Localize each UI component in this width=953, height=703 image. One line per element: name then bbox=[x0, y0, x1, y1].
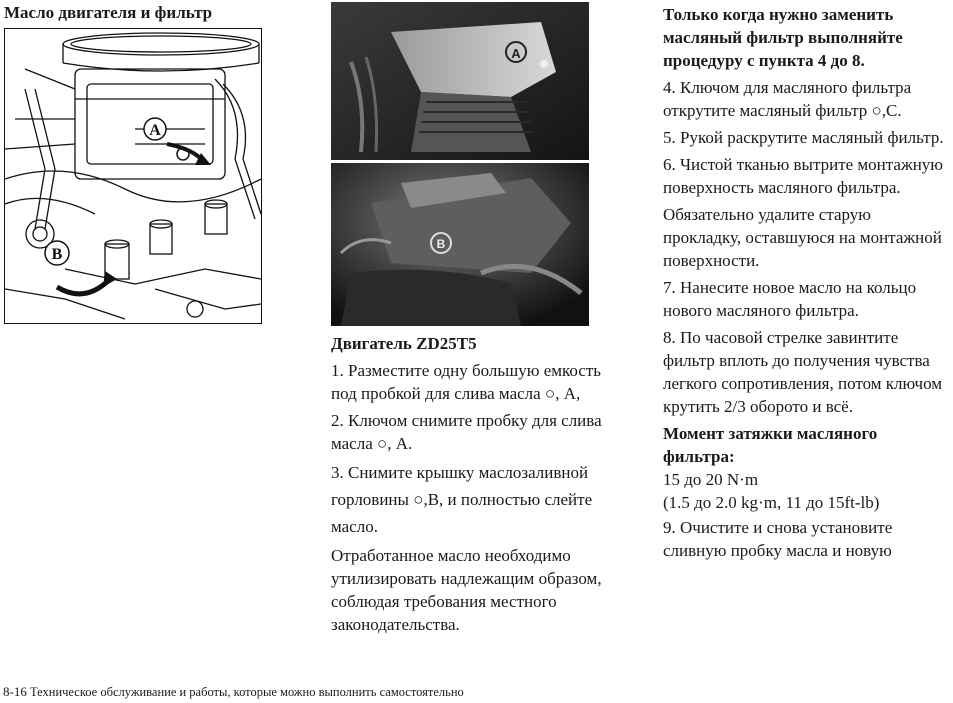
engine-line-drawing bbox=[5, 29, 261, 323]
page-number: 8-16 bbox=[3, 684, 27, 699]
step-paragraph: 4. Ключом для масляного фильтра открутите масляный фильтр ○,C. bbox=[663, 78, 912, 120]
section-title: Масло двигателя и фильтр bbox=[4, 3, 213, 22]
torque-value: 15 до 20 N·m bbox=[663, 470, 759, 489]
callout-b: B bbox=[51, 246, 63, 263]
step-paragraph: 5. Рукой раскрутите масляный фильтр. bbox=[663, 128, 944, 147]
torque-value-alt-units: (1.5 до 2.0 kg·m, 11 до 15ft-lb) bbox=[663, 493, 880, 512]
step-paragraph: 3. Снимите крышку маслозаливной горловины ○,B, и полностью слейте масло. bbox=[331, 463, 593, 536]
note-paragraph: Обязательно удалите старую прокладку, оставшуюся на монтажной поверхности. bbox=[663, 205, 942, 270]
engine-photo-bottom bbox=[331, 163, 589, 326]
photo-callout-b: B bbox=[436, 237, 446, 251]
step-paragraph: 1. Разместите одну большую емкость под пробкой для слива масла ○, A, bbox=[331, 361, 602, 403]
note-paragraph: Отработанное масло необходимо утилизировать надлежащим образом, соблюдая требования местного законодательства. bbox=[331, 546, 602, 634]
torque-heading: Момент затяжки масляного фильтра: bbox=[663, 424, 878, 466]
step-paragraph: 7. Нанесите новое масло на кольцо нового масляного фильтра. bbox=[663, 278, 917, 320]
middle-text-column bbox=[331, 332, 631, 640]
page-footer bbox=[3, 684, 464, 700]
step-paragraph: 9. Очистите и снова установите сливную пробку масла и новую bbox=[663, 518, 893, 560]
procedure-heading: Только когда нужно заменить масляный фильтр выполняйте процедуру с пункта 4 до 8. bbox=[663, 5, 903, 70]
footer-text: Техническое обслуживание и работы, которые можно выполнить самостоятельно bbox=[29, 685, 464, 699]
right-text-column bbox=[663, 3, 951, 566]
step-paragraph: 6. Чистой тканью вытрите монтажную поверхность масляного фильтра. bbox=[663, 155, 944, 197]
engine-heading: Двигатель ZD25T5 bbox=[331, 334, 477, 353]
callout-a: A bbox=[149, 122, 161, 139]
engine-photo-top bbox=[331, 2, 589, 160]
photo-callout-a: A bbox=[511, 46, 521, 61]
step-paragraph: 2. Ключом снимите пробку для слива масла ○, A. bbox=[331, 411, 602, 453]
step-paragraph: 8. По часовой стрелке завинтите фильтр вплоть до получения чувства легкого сопротивления, потом ключом крутить 2/3 оборото и всё. bbox=[663, 328, 943, 416]
engine-diagram bbox=[4, 28, 262, 324]
